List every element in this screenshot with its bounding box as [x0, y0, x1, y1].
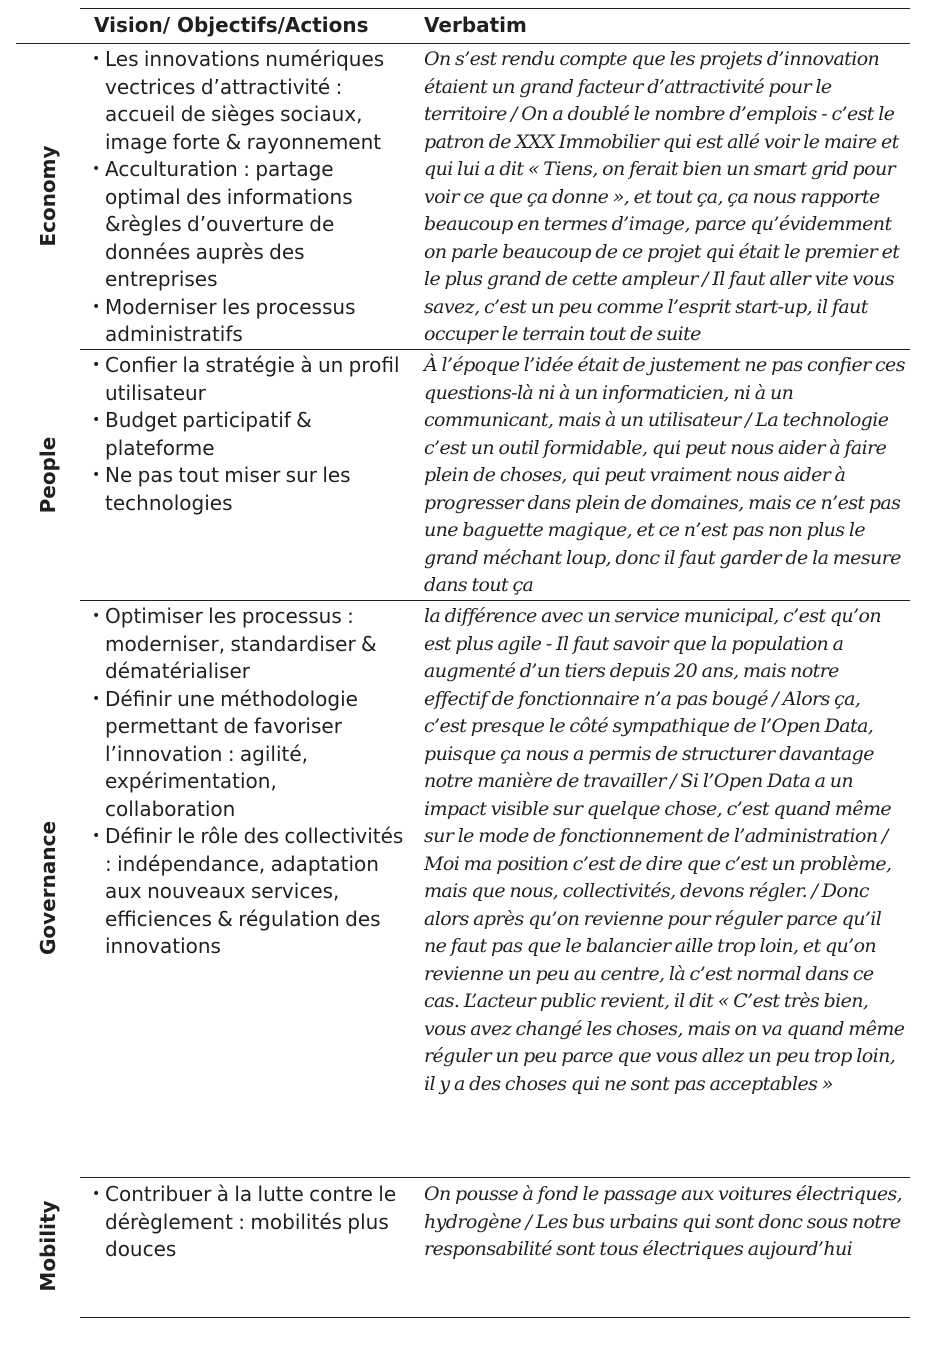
list-item: • Définir le rôle des collectivités : indépendance, adaptation aux nouveaux services, efficiences & régulation des innovations: [92, 823, 404, 961]
row-governance-verbatim: la différence avec un service municipal, c’est qu’on est plus agile - Il faut savoir que la population a augmenté d’un tiers depuis 20 ans, mais notre effectif de fonctionnaire n’a pas bougé / Alors ça, c’est presque le côté sympathique de l’Open Data, puisque ça nous a permis de structurer davantage notre manière de travailler / Si l’Open Data a un impact visible sur quelque chose, c’est quand même sur le mode de fonctionnement de l’administration / Moi ma position c’est de dire que c’est un problème, mais que nous, collectivités, devons régler. / Donc alors après qu’on revienne pour réguler parce qu’il ne faut pas que le balancier aille trop loin, et qu’on revienne un peu au centre, là c’est normal dans ce cas. L’acteur public revient, il dit « C’est très bien, vous avez changé les choses, mais on va quand même réguler un peu parce que vous allez un peu trop loin, il y a des choses qui ne sont pas acceptables »: [424, 605, 905, 1095]
row-divider: [80, 600, 910, 601]
column-header-actions: Vision/ Objectifs/Actions: [94, 13, 369, 37]
dimension-label: Governance: [36, 820, 60, 956]
list-item: • Contribuer à la lutte contre le dérèglement : mobilités plus douces: [92, 1181, 404, 1264]
table-top-rule: [80, 8, 910, 9]
row-mobility-verbatim: On pousse à fond le passage aux voitures électriques, hydrogène / Les bus urbains qui sont donc sous notre responsabilité sont tous électriques aujourd’hui: [424, 1183, 903, 1260]
list-item: • Budget participatif & plateforme: [92, 407, 404, 462]
dimension-label: Economy: [36, 145, 60, 247]
row-economy-actions: [92, 46, 404, 349]
list-item: • Confier la stratégie à un profil utilisateur: [92, 352, 404, 407]
list-item: • Ne pas tout miser sur les technologies: [92, 462, 404, 517]
row-governance-actions: [92, 603, 404, 961]
column-header-verbatim: Verbatim: [424, 13, 527, 37]
row-people-actions: [92, 352, 404, 517]
dimension-label: People: [36, 436, 60, 514]
dimension-label: Mobility: [36, 1200, 60, 1292]
row-divider: [80, 1177, 910, 1178]
list-item: • Moderniser les processus administratifs: [92, 294, 404, 349]
row-people-verbatim: À l’époque l’idée était de justement ne pas confier ces questions-là ni à un informaticien, ni à un communicant, mais à un utilisateur / La technologie c’est un outil formidable, qui peut nous aider à faire plein de choses, qui peut vraiment nous aider à progresser dans plein de domaines, mais ce n’est pas une baguette magique, et ce n’est pas non plus le grand méchant loup, donc il faut garder de la mesure dans tout ça: [424, 354, 905, 596]
table-bottom-rule: [80, 1317, 910, 1318]
row-economy-verbatim: On s’est rendu compte que les projets d’innovation étaient un grand facteur d’attractivité pour le territoire / On a doublé le nombre d’emplois - c’est le patron de XXX Immobilier qui est allé voir le maire et qui lui a dit « Tiens, on ferait bien un smart grid pour voir ce que ça donne », et tout ça, ça nous rapporte beaucoup en termes d’image, parce qu’évidemment on parle beaucoup de ce projet qui était le premier et le plus grand de cette ampleur / Il faut aller vite vous savez, c’est un peu comme l’esprit start-up, il faut occuper le terrain tout de suite: [424, 48, 900, 345]
row-divider: [80, 349, 910, 350]
header-rule: [16, 43, 910, 44]
row-mobility-actions: [92, 1181, 404, 1264]
list-item: • Optimiser les processus : moderniser, standardiser & dématérialiser: [92, 603, 404, 686]
list-item: • Définir une méthodologie permettant de favoriser l’innovation : agilité, expérimentation, collaboration: [92, 686, 404, 824]
list-item: • Acculturation : partage optimal des informations &règles d’ouverture de données auprès des entreprises: [92, 156, 404, 294]
list-item: • Les innovations numériques vectrices d’attractivité : accueil de sièges sociaux, image forte & rayonnement: [92, 46, 404, 156]
